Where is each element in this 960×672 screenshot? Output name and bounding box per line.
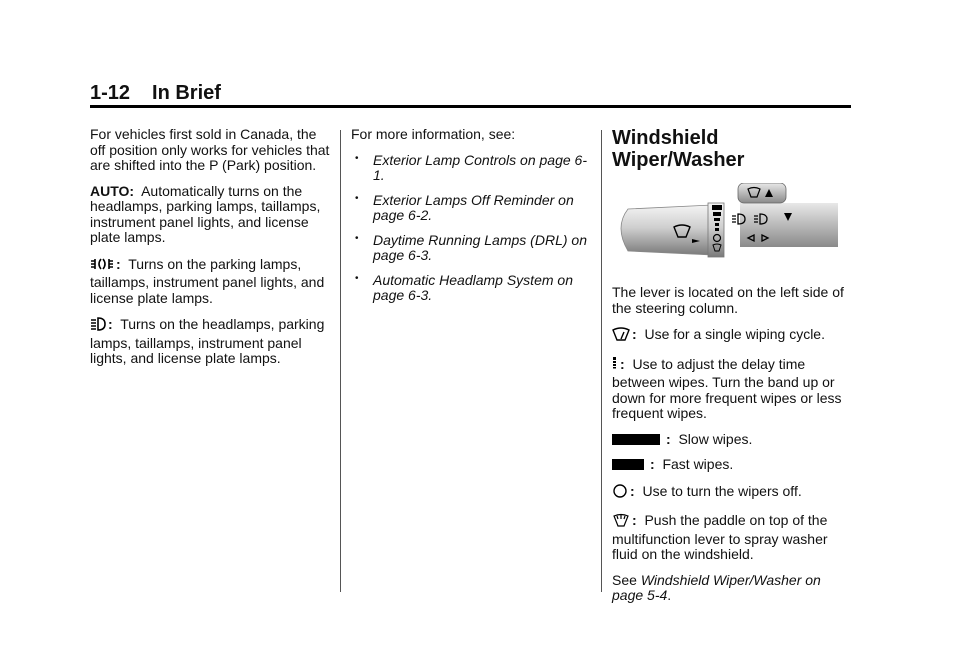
fast-paragraph bbox=[612, 457, 852, 473]
headlamp-paragraph bbox=[90, 316, 330, 367]
delay-text: Use to adjust the delay time between wipes. Turn the band up or down for more frequent wipes or less frequent wipes. bbox=[612, 355, 842, 421]
fast-text: Fast wipes. bbox=[662, 456, 734, 472]
period: . bbox=[428, 247, 433, 263]
bullet: • bbox=[355, 192, 359, 204]
off-text: Use to turn the wipers off. bbox=[642, 482, 802, 499]
auto-text: Automatically turns on the headlamps, parking lamps, taillamps, instrument panel lights, and license plate lamps. bbox=[90, 182, 321, 245]
column-divider-2 bbox=[601, 130, 602, 592]
bullet: • bbox=[355, 272, 359, 284]
header-rule bbox=[90, 105, 851, 108]
headlamp-icon bbox=[90, 316, 106, 336]
reference-link[interactable]: Exterior Lamps Off Reminder on page 6-2 bbox=[373, 191, 574, 223]
bullet: • bbox=[355, 232, 359, 244]
parking-paragraph bbox=[90, 256, 330, 307]
off-paragraph bbox=[612, 483, 852, 503]
reference-link[interactable]: Exterior Lamp Controls on page 6-1 bbox=[373, 151, 587, 183]
page-header bbox=[90, 82, 221, 105]
reference-link[interactable]: Daytime Running Lamps (DRL) on page 6-3 bbox=[373, 231, 587, 263]
headlamp-text: Turns on the headlamps, parking lamps, taillamps, instrument panel lights, and license plate lamps. bbox=[90, 316, 325, 366]
slow-colon: : bbox=[666, 430, 671, 447]
canada-paragraph: For vehicles first sold in Canada, the off position only works for vehicles that are shifted into the P (Park) position. bbox=[90, 126, 330, 173]
single-wipe-colon: : bbox=[632, 326, 637, 342]
parking-text: Turns on the parking lamps, taillamps, instrument panel lights, and license plate lamps. bbox=[90, 255, 325, 306]
headlamp-colon: : bbox=[108, 316, 113, 332]
delay-paragraph bbox=[612, 356, 852, 422]
bullet: • bbox=[355, 152, 359, 164]
wiper-reference-link[interactable]: Windshield Wiper/Washer on page 5-4 bbox=[612, 571, 821, 603]
single-wipe-text: Use for a single wiping cycle. bbox=[644, 326, 825, 342]
reference-link[interactable]: Automatic Headlamp System on page 6-3 bbox=[373, 271, 573, 303]
reference-item[interactable] bbox=[351, 153, 591, 184]
delay-icon bbox=[612, 356, 618, 376]
reference-item[interactable] bbox=[351, 273, 591, 304]
slow-wipe-icon bbox=[612, 434, 660, 445]
see-prefix: See bbox=[612, 571, 637, 588]
wiper-lever-illustration bbox=[612, 183, 844, 271]
auto-label: AUTO: bbox=[90, 182, 135, 199]
auto-paragraph bbox=[90, 184, 330, 246]
off-colon: : bbox=[630, 482, 635, 499]
washer-text: Push the paddle on top of the multifunction lever to spray washer fluid on the windshield. bbox=[612, 512, 828, 562]
column-3 bbox=[612, 127, 852, 614]
period: . bbox=[380, 167, 385, 183]
period: . bbox=[428, 287, 433, 303]
wiper-section-title: Windshield Wiper/Washer bbox=[612, 127, 745, 171]
column-2 bbox=[351, 127, 591, 313]
slow-paragraph bbox=[612, 432, 852, 448]
reference-item[interactable] bbox=[351, 193, 591, 224]
period: . bbox=[428, 207, 433, 223]
single-wipe-paragraph bbox=[612, 326, 852, 346]
parking-colon: : bbox=[116, 255, 121, 272]
fast-colon: : bbox=[650, 456, 655, 472]
washer-colon: : bbox=[632, 512, 637, 528]
reference-list bbox=[351, 153, 591, 304]
fast-wipe-icon bbox=[612, 459, 644, 470]
mist-icon bbox=[612, 326, 630, 346]
section-title: In Brief bbox=[152, 82, 221, 104]
reference-item[interactable] bbox=[351, 233, 591, 264]
slow-text: Slow wipes. bbox=[678, 430, 753, 447]
off-circle-icon bbox=[612, 483, 628, 503]
see-also-paragraph bbox=[612, 573, 852, 604]
parking-lamp-icon bbox=[90, 256, 114, 276]
washer-paragraph bbox=[612, 512, 852, 563]
page-number: 1-12 bbox=[90, 82, 131, 104]
period: . bbox=[667, 587, 672, 603]
column-divider-1 bbox=[340, 130, 341, 592]
lever-location: The lever is located on the left side of the steering column. bbox=[612, 284, 844, 316]
column-1 bbox=[90, 127, 330, 377]
washer-icon bbox=[612, 512, 630, 532]
more-info-intro: For more information, see: bbox=[351, 126, 516, 142]
delay-colon: : bbox=[620, 355, 625, 372]
